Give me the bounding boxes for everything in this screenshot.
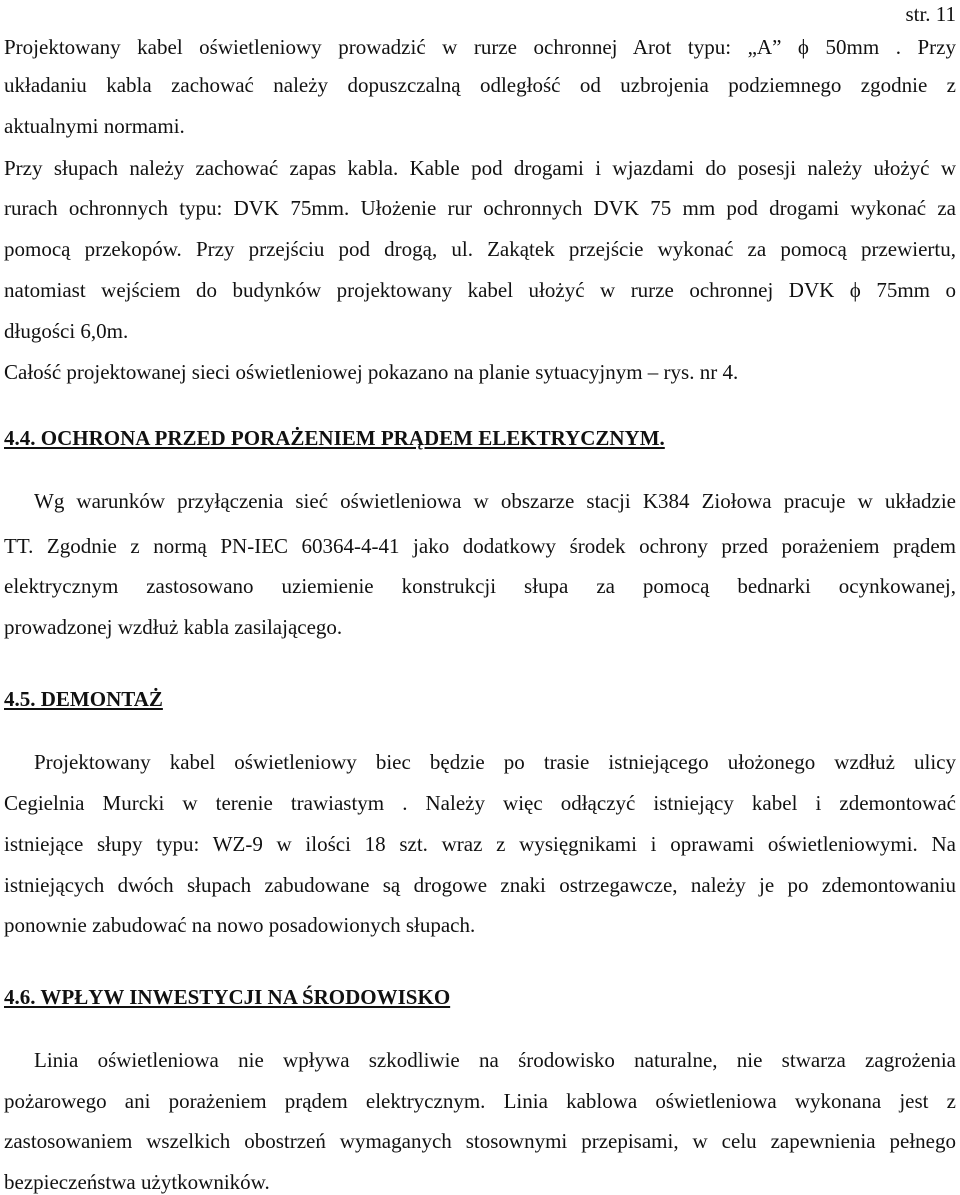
section-heading-4-4: 4.4. OCHRONA PRZED PORAŻENIEM PRĄDEM ELEKTRYCZNYM. — [4, 426, 665, 450]
text-line: układaniu kabla zachować należy dopuszczalną odległość od uzbrojenia podziemnego zgodnie z — [4, 73, 956, 97]
text-line: Cegielnia Murcki w terenie trawiastym . Należy więc odłączyć istniejący kabel i zdemontować — [4, 791, 956, 815]
text-line: Przy słupach należy zachować zapas kabla. Kable pod drogami i wjazdami do posesji należy ułożyć w — [4, 156, 956, 180]
text-line: pożarowego ani porażeniem prądem elektrycznym. Linia kablowa oświetleniowa wykonana jest z — [4, 1089, 956, 1113]
page-number: str. 11 — [905, 2, 956, 26]
text-line: TT. Zgodnie z normą PN-IEC 60364-4-41 jako dodatkowy środek ochrony przed porażeniem prądem — [4, 534, 956, 558]
text-line: zastosowaniem wszelkich obostrzeń wymaganych stosownymi przepisami, w celu zapewnienia pełnego — [4, 1129, 956, 1153]
text-line: natomiast wejściem do budynków projektowany kabel ułożyć w rurze ochronnej DVK ϕ 75mm o — [4, 278, 956, 302]
text-line: elektrycznym zastosowano uziemienie konstrukcji słupa za pomocą bednarki ocynkowanej, — [4, 574, 956, 598]
text-line: Projektowany kabel oświetleniowy biec będzie po trasie istniejącego ułożonego wzdłuż ulicy — [34, 750, 956, 774]
text-line: istniejące słupy typu: WZ-9 w ilości 18 szt. wraz z wysięgnikami i oprawami oświetleniowymi. Na — [4, 832, 956, 856]
text-line: rurach ochronnych typu: DVK 75mm. Ułożenie rur ochronnych DVK 75 mm pod drogami wykonać za — [4, 196, 956, 220]
text-line: Linia oświetleniowa nie wpływa szkodliwie na środowisko naturalne, nie stwarza zagrożenia — [34, 1048, 956, 1072]
text-line: prowadzonej wzdłuż kabla zasilającego. — [4, 615, 343, 639]
text-line: Całość projektowanej sieci oświetleniowej pokazano na planie sytuacyjnym – rys. nr 4. — [4, 360, 739, 384]
section-heading-4-5: 4.5. DEMONTAŻ — [4, 687, 163, 711]
text-line: Projektowany kabel oświetleniowy prowadzić w rurze ochronnej Arot typu: „A” ϕ 50mm . Przy — [4, 35, 956, 59]
text-line: aktualnymi normami. — [4, 114, 185, 138]
text-line: istniejących dwóch słupach zabudowane są drogowe znaki ostrzegawcze, należy je po zdemontowaniu — [4, 873, 956, 897]
text-line: Wg warunków przyłączenia sieć oświetleniowa w obszarze stacji K384 Ziołowa pracuje w układzie — [34, 489, 956, 513]
text-line: pomocą przekopów. Przy przejściu pod drogą, ul. Zakątek przejście wykonać za pomocą przewiertu, — [4, 237, 956, 261]
text-line: bezpieczeństwa użytkowników. — [4, 1170, 270, 1194]
text-line: długości 6,0m. — [4, 319, 129, 343]
section-heading-4-6: 4.6. WPŁYW INWESTYCJI NA ŚRODOWISKO — [4, 985, 451, 1009]
text-line: ponownie zabudować na nowo posadowionych słupach. — [4, 913, 476, 937]
